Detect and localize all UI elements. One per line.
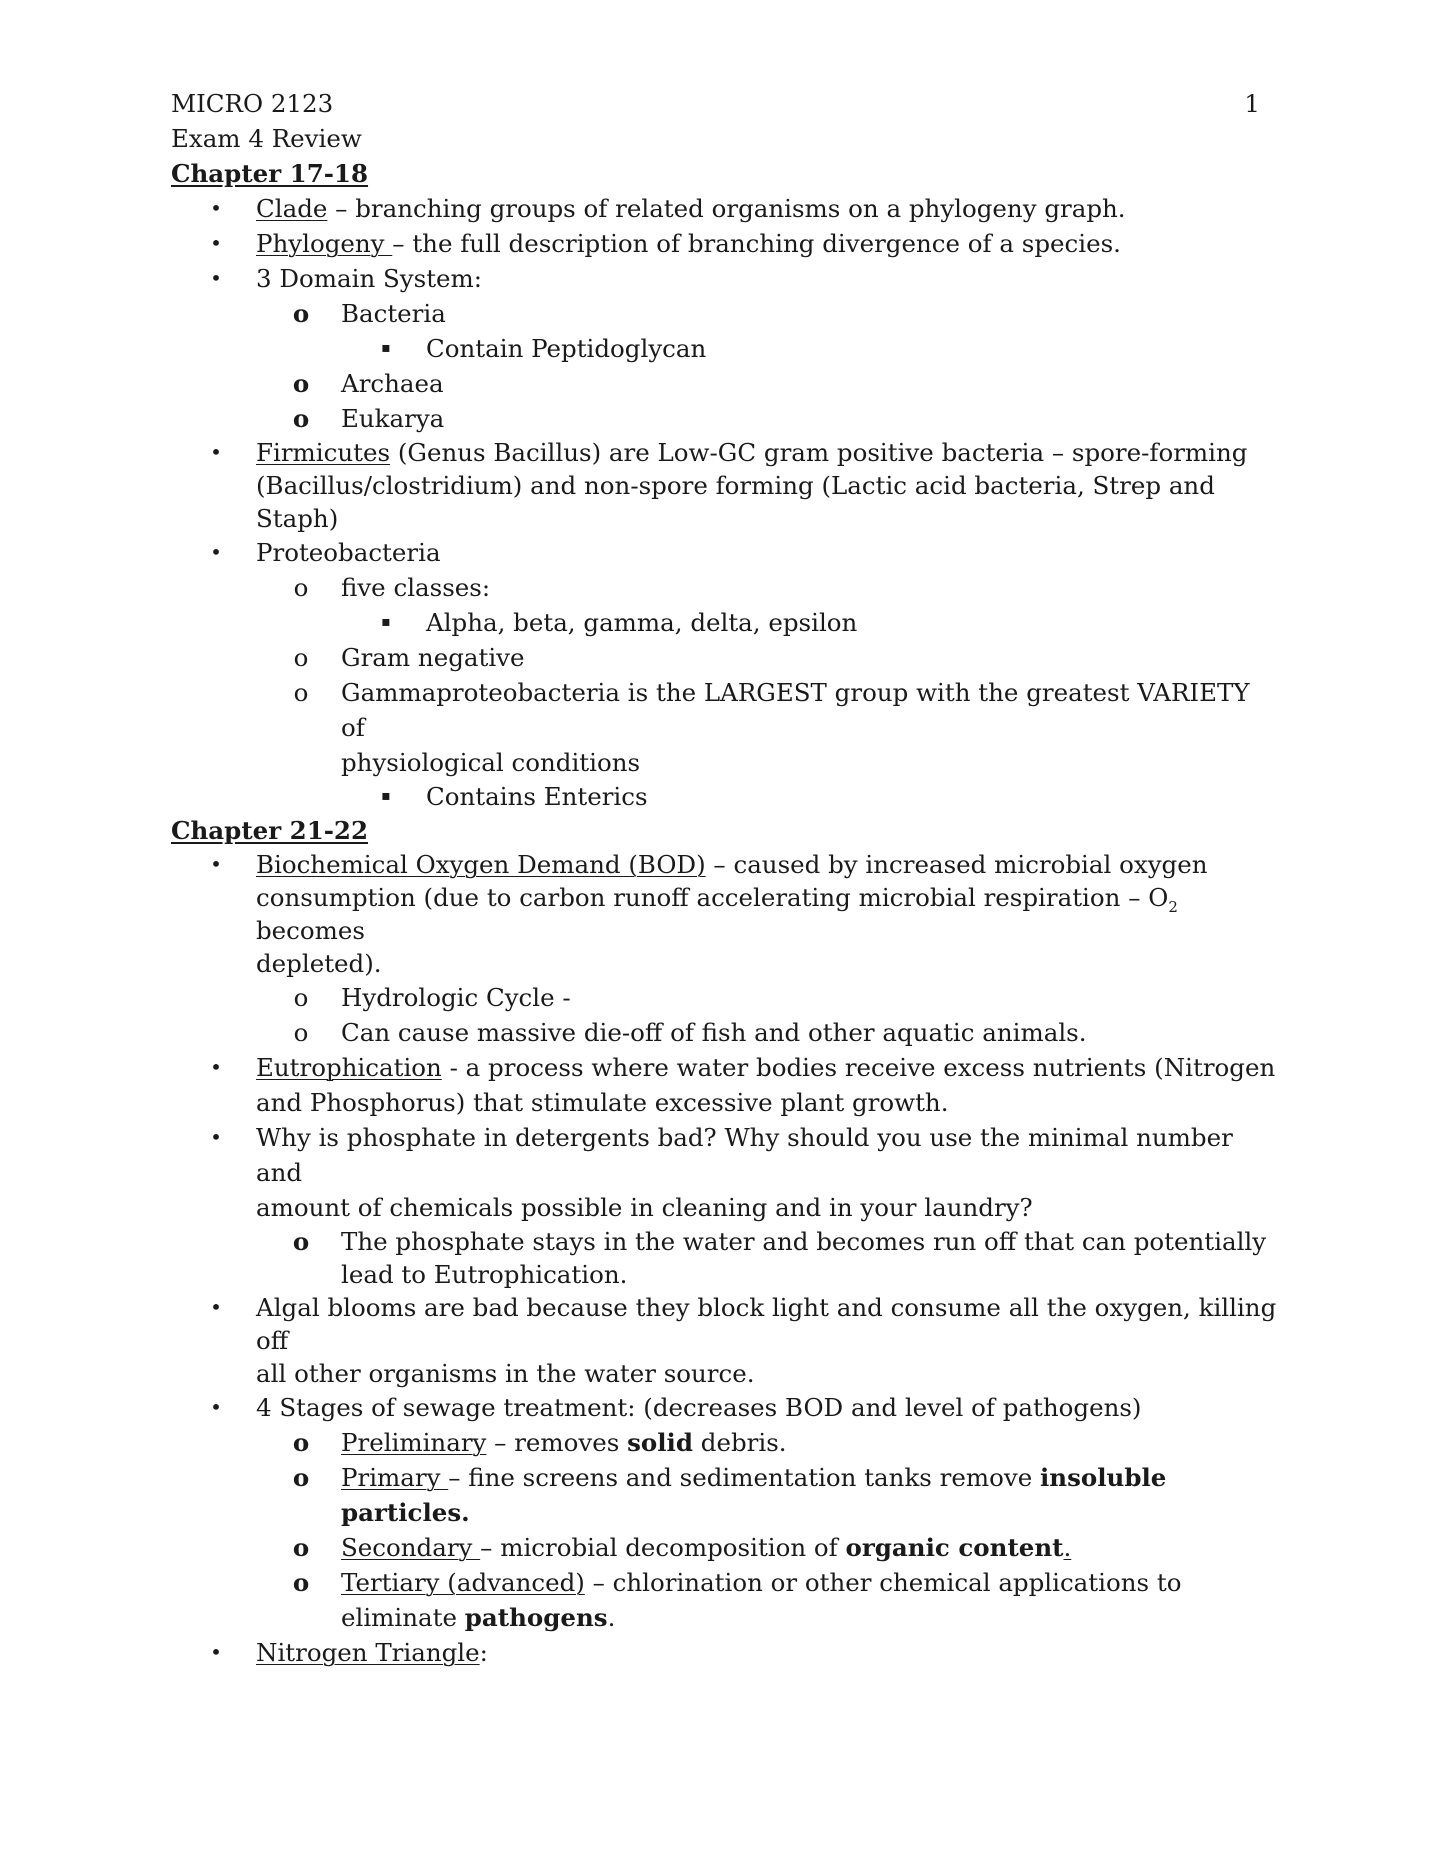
chapter-heading-17-18: Chapter 17-18 xyxy=(171,159,369,188)
definition-bod-3: depleted). xyxy=(256,949,382,978)
bullet-marker: • xyxy=(210,231,222,255)
algal-text-1: Algal blooms are bad because they block light and consume all the oxygen, killing off xyxy=(256,1293,1277,1355)
definition-tertiary-2: eliminate xyxy=(341,1603,465,1632)
list-item-domain-system xyxy=(171,261,1280,296)
list-item-eukarya xyxy=(171,401,1280,436)
bullet-marker: • xyxy=(210,852,222,876)
phosphate-question-2: amount of chemicals possible in cleaning and in your laundry? xyxy=(256,1193,1033,1222)
term-secondary: Secondary xyxy=(341,1533,481,1562)
list-item-firmicutes xyxy=(171,436,1280,535)
square-marker: ▪ xyxy=(381,340,391,356)
circle-marker: o xyxy=(292,369,310,398)
list-item-secondary xyxy=(171,1530,1280,1565)
header-line xyxy=(171,86,1280,121)
phosphate-question-1: Why is phosphate in detergents bad? Why should you use the minimal number and xyxy=(256,1123,1233,1187)
course-code: MICRO 2123 xyxy=(171,89,334,118)
list-item-phosphate-answer xyxy=(171,1225,1280,1291)
square-marker: ▪ xyxy=(381,614,391,630)
circle-marker: o xyxy=(293,573,309,602)
definition-tertiary: – chlorination or other chemical applications to xyxy=(584,1568,1182,1597)
term-preliminary: Preliminary xyxy=(341,1428,487,1457)
circle-marker: o xyxy=(292,1463,310,1492)
list-item-phosphate-question xyxy=(171,1120,1280,1225)
die-off-text: Can cause massive die-off of fish and other aquatic animals. xyxy=(341,1018,1087,1047)
proteobacteria-text: Proteobacteria xyxy=(256,538,441,567)
definition-bod-2a: consumption (due to carbon runoff accelerating microbial respiration – O xyxy=(256,883,1169,912)
definition-bod-1: – caused by increased microbial oxygen xyxy=(705,850,1208,879)
archaea-text: Archaea xyxy=(341,369,444,398)
term-bod: Biochemical Oxygen Demand (BOD) xyxy=(256,850,706,879)
circle-marker: o xyxy=(293,643,309,672)
circle-marker: o xyxy=(292,299,310,328)
bullet-marker: • xyxy=(210,1055,222,1079)
definition-bod-2b: becomes xyxy=(256,916,365,945)
gamma-text-1: Gammaproteobacteria is the LARGEST group with the greatest VARIETY of xyxy=(341,678,1250,742)
phosphate-answer-1: The phosphate stays in the water and becomes run off that can potentially xyxy=(341,1227,1267,1256)
list-item-hydrologic xyxy=(171,980,1280,1015)
list-item-bod xyxy=(171,848,1280,980)
bold-solid: solid xyxy=(627,1428,693,1457)
definition-tertiary-end: . xyxy=(607,1603,616,1632)
list-item-bacteria xyxy=(171,296,1280,331)
square-marker: ▪ xyxy=(381,788,391,804)
definition-preliminary: – removes xyxy=(486,1428,628,1457)
list-item-sewage xyxy=(171,1390,1280,1425)
chapter-heading-21-22: Chapter 21-22 xyxy=(171,816,369,845)
bullet-marker: • xyxy=(210,1125,222,1149)
circle-marker: o xyxy=(292,1428,310,1457)
list-item-clade xyxy=(171,191,1280,226)
definition-phylogeny: – the full description of branching divergence of a species. xyxy=(392,229,1121,258)
document-page xyxy=(171,86,1280,1670)
circle-marker: o xyxy=(293,1018,309,1047)
circle-marker: o xyxy=(292,1533,310,1562)
list-item-five-classes xyxy=(171,570,1280,605)
peptidoglycan-text: Contain Peptidoglycan xyxy=(426,334,707,363)
list-item-tertiary xyxy=(171,1565,1280,1635)
definition-secondary: – microbial decomposition of xyxy=(480,1533,846,1562)
list-item-phylogeny xyxy=(171,226,1280,261)
term-tertiary: Tertiary (advanced) xyxy=(341,1568,585,1597)
definition-clade: – branching groups of related organisms on a phylogeny graph. xyxy=(327,194,1126,223)
definition-secondary-end: . xyxy=(1063,1533,1072,1562)
definition-primary: – fine screens and sedimentation tanks remove xyxy=(448,1463,1040,1492)
list-item-algal-blooms xyxy=(171,1291,1280,1390)
term-phylogeny: Phylogeny xyxy=(256,229,393,258)
bold-insoluble-particles: insoluble particles. xyxy=(341,1463,1167,1527)
page-number: 1 xyxy=(1244,89,1260,118)
bacteria-text: Bacteria xyxy=(341,299,446,328)
nitrogen-colon: : xyxy=(479,1638,488,1667)
circle-marker: o xyxy=(292,1568,310,1597)
bold-pathogens: pathogens xyxy=(464,1603,608,1632)
bold-organic-content: organic content xyxy=(845,1533,1064,1562)
list-item-archaea xyxy=(171,366,1280,401)
term-clade: Clade xyxy=(256,194,328,223)
gamma-text-2: physiological conditions xyxy=(341,748,641,777)
bullet-marker: • xyxy=(210,1395,222,1419)
list-item-peptidoglycan xyxy=(171,331,1280,366)
list-item-classes-list xyxy=(171,605,1280,640)
list-item-primary xyxy=(171,1460,1280,1530)
list-item-enterics xyxy=(171,780,1280,813)
circle-marker: o xyxy=(293,983,309,1012)
list-item-gammaproteobacteria xyxy=(171,675,1280,780)
list-item-proteobacteria xyxy=(171,535,1280,570)
term-primary: Primary xyxy=(341,1463,449,1492)
definition-preliminary-end: debris. xyxy=(693,1428,787,1457)
bullet-marker: • xyxy=(210,1640,222,1664)
definition-eutrophication-1: - a process where water bodies receive excess nutrients (Nitrogen xyxy=(441,1053,1276,1082)
circle-marker: o xyxy=(292,1227,310,1256)
circle-marker: o xyxy=(293,678,309,707)
hydrologic-text: Hydrologic Cycle - xyxy=(341,983,571,1012)
domain-system-text: 3 Domain System: xyxy=(256,264,483,293)
list-item-die-off xyxy=(171,1015,1280,1050)
definition-firmicutes-2: (Bacillus/clostridium) and non-spore forming (Lactic acid bacteria, Strep and Staph) xyxy=(256,471,1215,533)
gram-negative-text: Gram negative xyxy=(341,643,525,672)
document-subtitle: Exam 4 Review xyxy=(171,124,362,153)
classes-list-text: Alpha, beta, gamma, delta, epsilon xyxy=(426,608,858,637)
five-classes-text: five classes: xyxy=(341,573,491,602)
phosphate-answer-2: lead to Eutrophication. xyxy=(341,1260,628,1289)
bullet-marker: • xyxy=(210,1295,222,1319)
sewage-text: 4 Stages of sewage treatment: (decreases BOD and level of pathogens) xyxy=(256,1393,1142,1422)
list-item-eutrophication xyxy=(171,1050,1280,1120)
term-nitrogen-triangle: Nitrogen Triangle xyxy=(256,1638,480,1667)
bullet-marker: • xyxy=(210,266,222,290)
list-item-preliminary xyxy=(171,1425,1280,1460)
definition-eutrophication-2: and Phosphorus) that stimulate excessive plant growth. xyxy=(256,1088,949,1117)
subscript-2: 2 xyxy=(1168,897,1178,916)
list-item-nitrogen-triangle xyxy=(171,1635,1280,1670)
algal-text-2: all other organisms in the water source. xyxy=(256,1359,755,1388)
bullet-marker: • xyxy=(210,440,222,464)
eukarya-text: Eukarya xyxy=(341,404,445,433)
term-eutrophication: Eutrophication xyxy=(256,1053,442,1082)
definition-firmicutes-1: (Genus Bacillus) are Low-GC gram positive bacteria – spore-forming xyxy=(390,438,1248,467)
term-firmicutes: Firmicutes xyxy=(256,438,391,467)
enterics-text: Contains Enterics xyxy=(426,782,648,811)
circle-marker: o xyxy=(292,404,310,433)
bullet-marker: • xyxy=(210,196,222,220)
bullet-marker: • xyxy=(210,540,222,564)
list-item-gram-negative xyxy=(171,640,1280,675)
